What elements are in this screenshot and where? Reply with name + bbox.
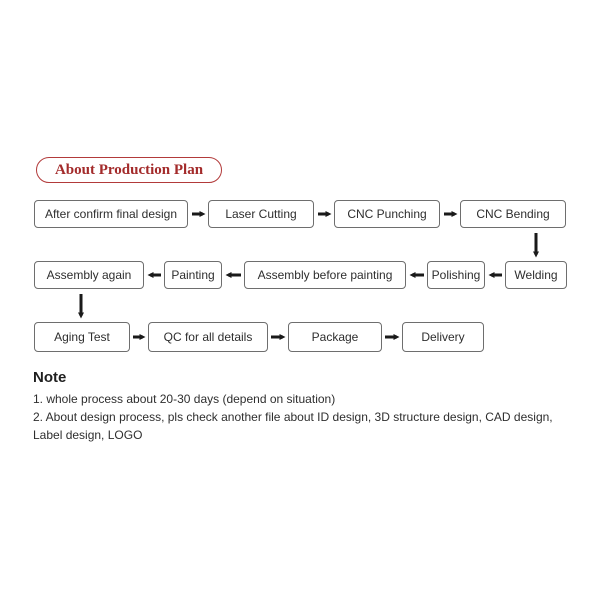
step-aging-test: Aging Test	[34, 322, 130, 352]
note-title: Note	[33, 369, 67, 386]
note-line-2: 2. About design process, pls check another file about ID design, 3D structure design, CAD design, Label design, LOGO	[33, 410, 553, 442]
step-assembly-again: Assembly again	[34, 261, 144, 289]
step-package: Package	[288, 322, 382, 352]
step-polishing: Polishing	[427, 261, 485, 289]
step-laser-cutting: Laser Cutting	[208, 200, 314, 228]
step-delivery: Delivery	[402, 322, 484, 352]
step-cnc-bending: CNC Bending	[460, 200, 566, 228]
production-plan-title: About Production Plan	[36, 157, 222, 183]
step-assembly-before-painting: Assembly before painting	[244, 261, 406, 289]
step-cnc-punching: CNC Punching	[334, 200, 440, 228]
step-qc-for-all-details: QC for all details	[148, 322, 268, 352]
step-after-confirm-final-design: After confirm final design	[34, 200, 188, 228]
note-line-1: 1. whole process about 20-30 days (depend on situation)	[33, 392, 336, 406]
step-painting: Painting	[164, 261, 222, 289]
step-welding: Welding	[505, 261, 567, 289]
